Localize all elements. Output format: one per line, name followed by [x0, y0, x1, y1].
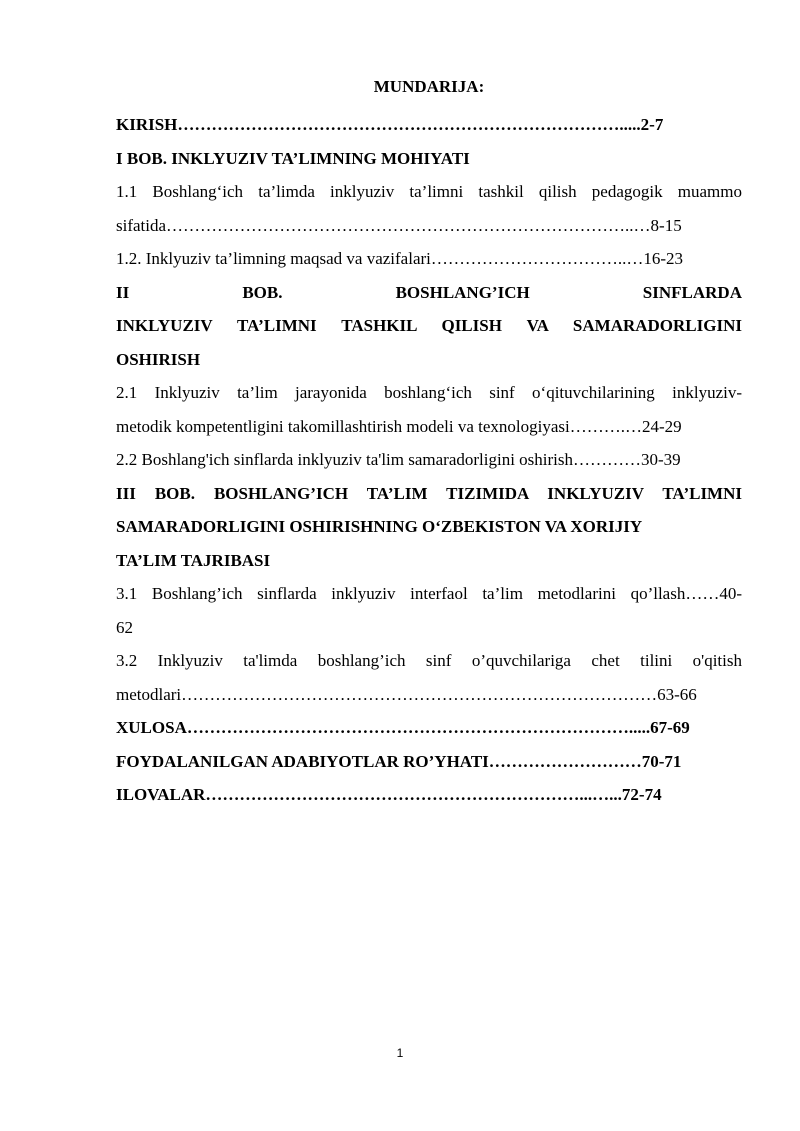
document-page	[116, 76, 742, 812]
toc-line-section-3-2-part-2: metodlari…………………………………………………………………………63-66	[116, 684, 697, 704]
toc-line-chapter-2-heading-part-3: OSHIRISH	[116, 349, 201, 369]
toc-title: MUNDARIJA:	[373, 77, 485, 96]
toc-line-chapter-2-heading-part-2: INKLYUZIV TA’LIMNI TASHKIL QILISH VA SAMARADORLIGINI	[116, 316, 742, 335]
toc-line-chapter-1-heading: I BOB. INKLYUZIV TA’LIMNING MOHIYATI	[116, 148, 470, 168]
toc-list	[116, 108, 742, 812]
toc-line-section-2-1-part-1: 2.1 Inklyuziv ta’lim jarayonida boshlang‘ich sinf o‘qituvchilarining inklyuziv-	[116, 383, 742, 402]
toc-line-chapter-2-heading-part-1: II BOB. BOSHLANG’ICH SINFLARDA	[116, 282, 742, 302]
page-number: 1	[396, 1046, 404, 1060]
toc-line-section-3-2-part-1: 3.2 Inklyuziv ta'limda boshlang’ich sinf o’quvchilariga chet tilini o'qitish	[116, 651, 742, 670]
toc-line-section-2-1-part-2: metodik kompetentligini takomillashtirish modeli va texnologiyasi……….…24-29	[116, 416, 682, 436]
toc-line-kirish: KIRISH…………………………………………………………………….....2-7	[116, 115, 664, 134]
toc-line-bibliography: FOYDALANILGAN ADABIYOTLAR RO’YHATI………………………70-71	[116, 751, 682, 771]
toc-line-appendices: ILOVALAR…………………………………………………………...…...72-74	[116, 785, 662, 804]
toc-line-section-1-2: 1.2. Inklyuziv ta’limning maqsad va vazifalari……………………………..…16-23	[116, 249, 684, 268]
toc-line-section-3-1-part-1: 3.1 Boshlang’ich sinflarda inklyuziv interfaol ta’lim metodlarini qo’llash……40-	[116, 584, 742, 603]
toc-line-xulosa: XULOSA…………………………………………………………………….....67-69	[116, 718, 690, 737]
toc-line-chapter-3-heading-part-1: III BOB. BOSHLANG’ICH TA’LIM TIZIMIDA INKLYUZIV TA’LIMNI	[116, 483, 742, 503]
toc-line-chapter-3-heading-part-3: TA’LIM TAJRIBASI	[116, 550, 271, 570]
toc-line-section-3-1-part-2: 62	[116, 617, 133, 637]
toc-line-chapter-3-heading-part-2: SAMARADORLIGINI OSHIRISHNING O‘ZBEKISTON VA XORIJIY	[116, 517, 643, 536]
toc-line-section-2-2: 2.2 Boshlang'ich sinflarda inklyuziv ta'lim samaradorligini oshirish…………30-39	[116, 450, 681, 469]
toc-line-section-1-1-part-1: 1.1 Boshlang‘ich ta’limda inklyuziv ta’limni tashkil qilish pedagogik muammo	[116, 182, 742, 201]
toc-line-section-1-1-part-2: sifatida………………………………………………………………………..…8-15	[116, 215, 682, 235]
